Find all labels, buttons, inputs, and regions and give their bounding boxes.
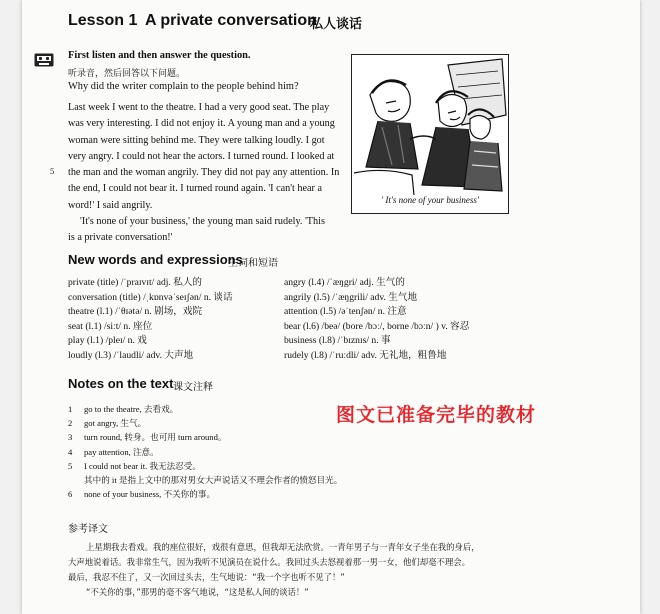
question: Why did the writer complain to the people behind him? xyxy=(68,81,299,92)
note-item: 6 none of your business, 不关你的事。 xyxy=(68,489,216,500)
passage-line: woman were sitting behind me. They were talking loudly. I got xyxy=(68,134,325,146)
note-item: 5 I could not bear it. 我无法忍受。 xyxy=(68,460,201,471)
vocab-entry: loudly (l.3) /ˈlaudli/ adv. 大声地 xyxy=(68,349,194,361)
lesson-number: Lesson 1 xyxy=(68,12,138,29)
lesson-title-cn: 私人谈话 xyxy=(310,17,363,32)
note-item: 1 go to the theatre, 去看戏。 xyxy=(68,404,179,414)
vocab-entry: play (l.1) /pleɪ/ n. 戏 xyxy=(68,335,147,347)
vocab-entry: bear (l.6) /beə/ (bore /bɔː/, borne /bɔːn/ ) v. 容忍 xyxy=(284,320,470,332)
translation-line: “不关你的事，”那男的毫不客气地说，“这是私人间的谈话！” xyxy=(86,587,309,597)
note-item: 其中的 it 是指上文中的那对男女大声说话又不理会作者的愤怒目光。 xyxy=(84,475,343,486)
passage xyxy=(68,100,339,247)
vocab-left-column xyxy=(68,276,233,364)
passage-line: Last week I went to the theatre. I had a very good seat. The play xyxy=(68,102,330,113)
passage-line: 'It's none of your business,' the young man said rudely. 'This xyxy=(80,216,325,228)
passage-line: was very interesting. I did not enjoy it. A young man and a young xyxy=(68,118,335,130)
passage-line: the end, I could not bear it. I turned round again. 'I can't hear a xyxy=(68,183,323,195)
note-item: 4 pay attention, 注意。 xyxy=(68,446,159,457)
vocab-entry: angrily (l.5) /ˈæŋgrili/ adv. 生气地 xyxy=(284,291,418,303)
translation-heading: 参考译文 xyxy=(68,524,108,535)
notes-heading-cn: 课文注释 xyxy=(173,382,213,393)
textbook-page xyxy=(22,0,640,614)
passage-line: is a private conversation!' xyxy=(68,232,173,244)
theatre-illustration xyxy=(351,54,509,214)
passage-line: the man and the woman angrily. They did not pay any attention. In xyxy=(68,167,340,179)
vocab-entry: rudely (l.8) /ˈruːdli/ adv. 无礼地，粗鲁地 xyxy=(284,349,447,361)
vocab-entry: theatre (l.1) /ˈθɪətə/ n. 剧场，戏院 xyxy=(68,306,203,318)
note-item: 3 turn round, 转身。也可用 turn around。 xyxy=(68,432,227,443)
notes-heading: Notes on the text xyxy=(68,376,174,391)
translation-line: 最后，我忍不住了，又一次回过头去，生气地说：“我一个字也听不见了！” xyxy=(68,572,345,582)
instruction-cn: 听录音，然后回答以下问题。 xyxy=(68,69,186,79)
vocab-entry: conversation (title) /ˌkɒnvəˈseɪʃən/ n. 谈话 xyxy=(68,291,233,303)
cassette-icon xyxy=(34,52,54,71)
translation-line: 大声地说着话。我非常生气，因为我听不见演员在说什么。我回过头去怒视着那一男一女，他们却毫不理会。 xyxy=(68,557,470,567)
theatre-cartoon-drawing xyxy=(352,55,508,195)
passage-line: very angry. I could not hear the actors. I turned round. I looked at xyxy=(68,150,335,162)
passage-line: word!' I said angrily. xyxy=(68,199,153,211)
vocab-entry: business (l.8) /ˈbɪznɪs/ n. 事 xyxy=(284,335,391,347)
vocab-heading-cn: 生词和短语 xyxy=(228,258,278,269)
watermark-stamp: 图文已准备完毕的教材 xyxy=(336,404,537,426)
vocab-entry: private (title) /ˈpraɪvɪt/ adj. 私人的 xyxy=(68,277,203,288)
vocab-entry: angry (l.4) /ˈæŋgri/ adj. 生气的 xyxy=(284,277,405,288)
line-marker: 5 xyxy=(50,166,55,176)
translation-body xyxy=(68,540,588,600)
note-item: 2 got angry, 生气。 xyxy=(68,418,147,429)
instruction: First listen and then answer the question. xyxy=(68,50,251,61)
vocab-entry: attention (l.5) /əˈtenʃən/ n. 注意 xyxy=(284,306,407,318)
vocab-heading: New words and expressions xyxy=(68,252,243,267)
vocab-entry: seat (l.1) /siːt/ n. 座位 xyxy=(68,320,153,332)
vocab-right-column xyxy=(284,276,469,364)
notes-list xyxy=(68,402,342,501)
illustration-caption: ' It's none of your business' xyxy=(381,195,479,205)
lesson-title: A private conversation xyxy=(145,12,317,29)
translation-line: 上星期我去看戏。我的座位很好，戏很有意思，但我却无法欣赏。一青年男子与一青年女子坐在我的身后， xyxy=(86,542,480,552)
